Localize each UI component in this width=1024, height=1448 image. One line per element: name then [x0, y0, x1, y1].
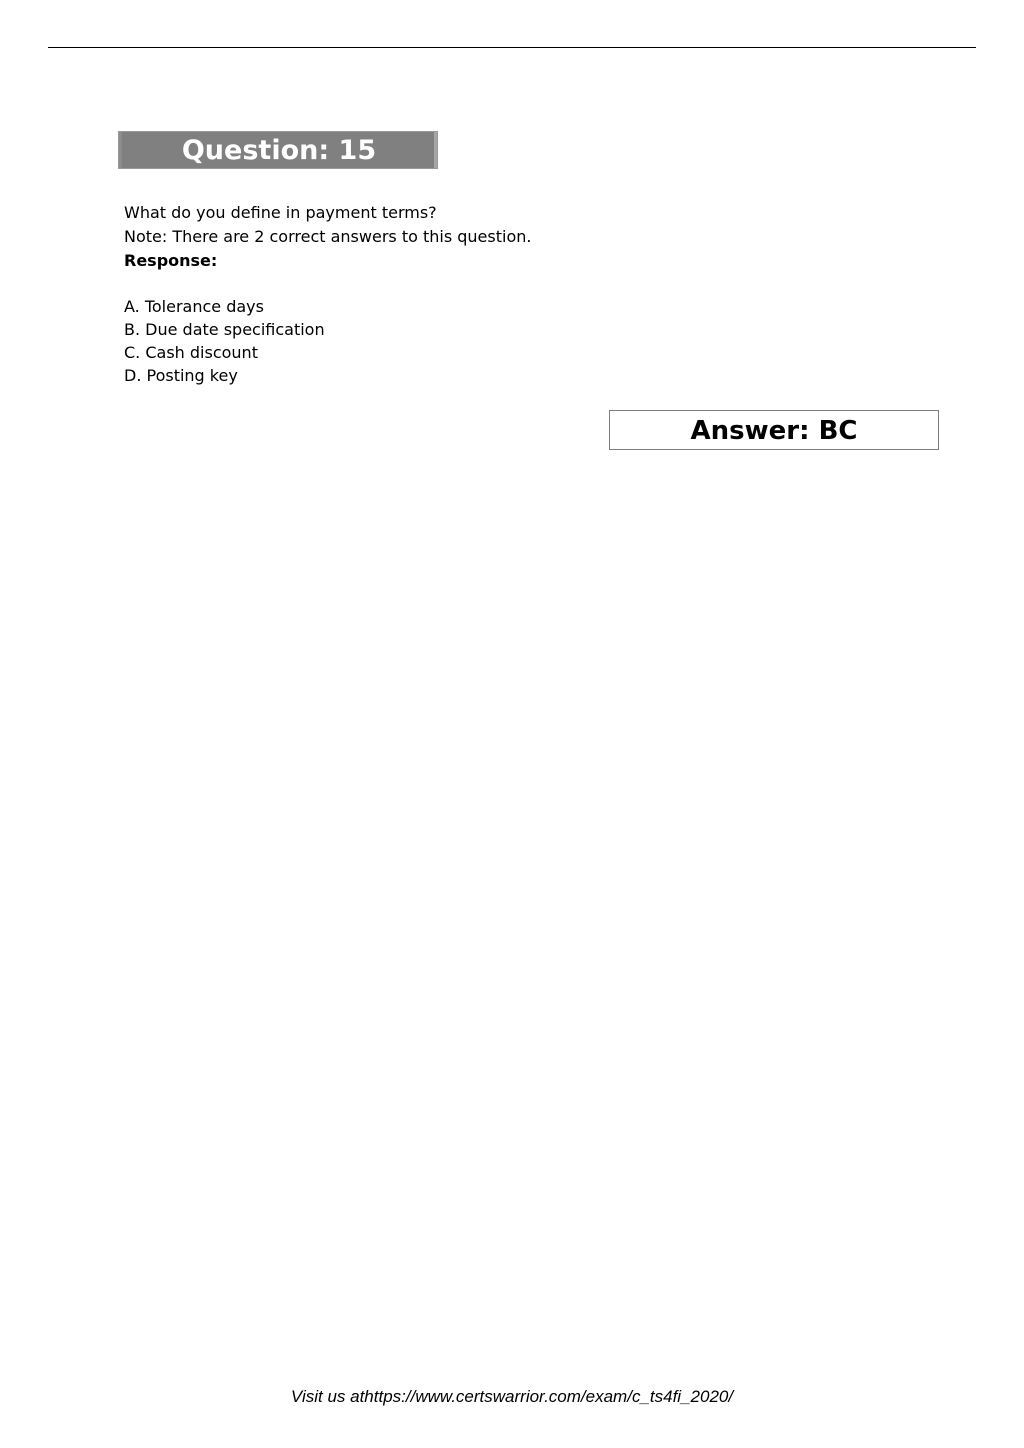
question-stem	[124, 201, 531, 273]
question-number: Question: 15	[181, 135, 377, 166]
answer-options	[124, 295, 325, 387]
option-a: A. Tolerance days	[124, 297, 264, 316]
footer-link-text: Visit us athttps://www.certswarrior.com/exam/c_ts4fi_2020/	[290, 1387, 734, 1406]
response-label: Response:	[124, 251, 218, 270]
question-text: What do you define in payment terms?	[124, 203, 437, 222]
answer-box	[609, 410, 939, 450]
option-d: D. Posting key	[124, 366, 238, 385]
question-note: Note: There are 2 correct answers to this question.	[124, 227, 532, 246]
answer-text: Answer: BC	[690, 416, 858, 446]
option-c: C. Cash discount	[124, 343, 258, 362]
top-divider	[48, 47, 976, 48]
option-b: B. Due date specification	[124, 320, 325, 339]
question-header	[118, 131, 438, 169]
